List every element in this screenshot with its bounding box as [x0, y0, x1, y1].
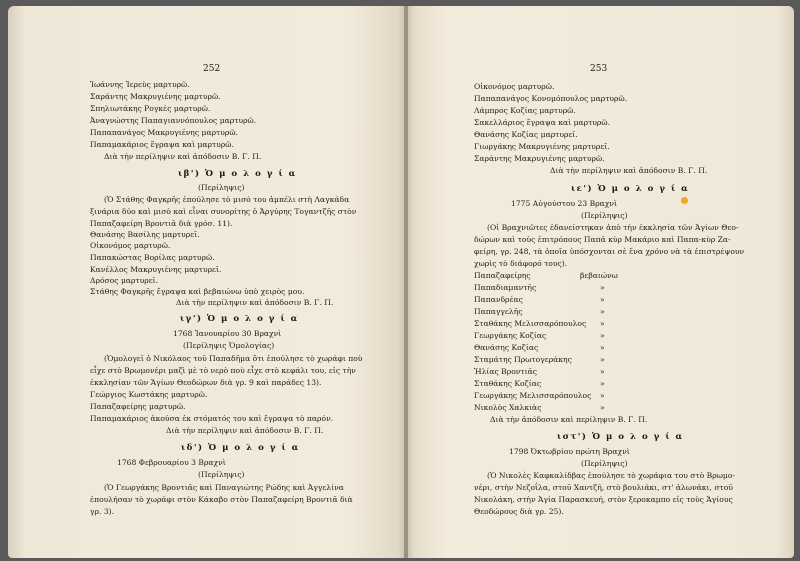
text-line: Διὰ τὴν περίληψιν καὶ ἀπόδοσιν Β. Γ. Π.	[166, 426, 324, 435]
text-line: Διὰ τὴν περίληψιν καὶ ἀπόδοσιν Β. Γ. Π.	[176, 298, 334, 307]
text-line: Σαράντης Μακρυγιένης μαρτυρῶ.	[474, 154, 605, 163]
witness-name: Σταθάκης Μελισσαρόπουλος	[474, 319, 587, 328]
text-line: Θανάσης Βασίλης μαρτυρεῖ.	[90, 230, 200, 239]
section-heading: ιε') Ὁ μ ο λ ο γ ί α	[571, 184, 690, 194]
witness-name: Θανάσης Κοζίας	[474, 343, 539, 352]
witness-name: Γεωργάκης Μελισσαρόπουλος	[474, 391, 592, 400]
text-line: ξινάρια δύο καὶ μισὸ καὶ εἶναι συνορίτης ὁ Ἀργύρης Τογαντζῆς στὸν	[90, 207, 357, 216]
section-date: 1775 Αὐγούστου 23 Βραχνὶ	[511, 199, 617, 208]
text-line: Οἰκονόμος μαρτυρῶ.	[474, 82, 555, 91]
text-line: Νικολάκη, στὴν Ἁγία Παρασκευή, στὸν ξεροκαμπο εἰς τοὺς Ἁγίους	[474, 495, 733, 504]
text-line: ἐπουλήσαν τὸ χωράφι στὸν Κάκαβο στὸν Παπαζαφείρη Βροντιᾶ διὰ	[90, 495, 353, 504]
text-line: Ἰωάννης Ἱερεὺς μαρτυρῶ.	[90, 80, 190, 89]
text-line: Παπαζαφείρη Βροντιᾶ διὰ γρόσ. 11).	[90, 219, 233, 228]
witness-name: Σταθάκης Κοζίας	[474, 379, 542, 388]
text-line: γρ. 3).	[90, 507, 115, 516]
witness-name: Παπαζαφείρης	[474, 271, 531, 280]
section-date: 1768 Ἰανουαρίου 30 Βραχνὶ	[173, 329, 282, 338]
section-date: 1798 Ὀκτωβρίου πρώτη Βραχνὶ	[509, 447, 630, 456]
text-line: Παπαμακάριος ἀκούσα ἐκ στόματός του καὶ ἔγραψα τὸ παρόν.	[90, 414, 334, 423]
text-line: Δρόσος μαρτυρεῖ.	[90, 276, 159, 285]
book-gutter	[404, 6, 408, 558]
section-heading: ιβ') Ὁ μ ο λ ο γ ί α	[178, 169, 297, 179]
witness-mark: »	[600, 391, 605, 400]
section-heading: ιδ') Ὁ μ ο λ ο γ ί α	[181, 443, 300, 453]
page-number-left: 252	[203, 64, 221, 74]
text-line: Παπακώστας Βορίλας μαρτυρῶ.	[90, 253, 215, 262]
text-line: Θανάσης Κοζίας μαρτυρεῖ.	[474, 130, 578, 139]
witness-mark: »	[600, 355, 605, 364]
witness-name: Ἠλίας Βροντιᾶς	[474, 367, 537, 376]
text-line: δώρων καὶ τοὺς ἐπιτρόπους Παπᾶ κὺρ Μακάριο καὶ Παπα-κὺρ Ζα-	[474, 235, 731, 244]
witness-name: Γεωργάκης Κοζίας	[474, 331, 547, 340]
witness-name: Νικολὸς Χαλκιὰς	[474, 403, 542, 412]
orange-mark	[681, 197, 688, 204]
text-line: Παπαπανάγος Κονομόπουλος μαρτυρῶ.	[474, 94, 628, 103]
witness-mark: »	[600, 295, 605, 304]
section-heading: ιστ') Ὁ μ ο λ ο γ ί α	[557, 432, 684, 442]
section-subheading: (Περίληψις)	[198, 183, 245, 192]
witness-mark: »	[600, 319, 605, 328]
text-line: Ἀναγνώστης Παπαγιαννόπουλος μαρτυρῶ.	[90, 116, 257, 125]
text-line: Διὰ τὴν ἀπόδοσιν καὶ περίληψιν Β. Γ. Π.	[490, 415, 648, 424]
witness-name: Σταμάτης Πρωτογεράκης	[474, 355, 572, 364]
text-line: φείρη, γρ. 248, τὰ ὁποῖα ὑπόσχονται σὲ ἕνα χρόνο νὰ τὰ ἐπιστρέψουν	[474, 247, 745, 256]
witness-name: Παπαγγελῆς	[474, 307, 523, 316]
text-line: ἐκκλησίαν τῶν Ἁγίων Θεοδώρων διὰ γρ. 9 καὶ παράδες 13).	[90, 378, 322, 387]
page-number-right: 253	[590, 64, 608, 74]
text-line: Λάμπρος Κοζίας μαρτυρῶ.	[474, 106, 576, 115]
text-line: Θεοδώρους διὰ γρ. 25).	[474, 507, 564, 516]
witness-name: Παπαδιαμαντῆς	[474, 283, 537, 292]
text-line: Διὰ τὴν περίληψιν καὶ ἀπόδοσιν Β. Γ. Π.	[104, 152, 262, 161]
text-line: χωρὶς τὸ διάφορό τους).	[474, 259, 568, 268]
section-subheading: (Περίληψις)	[581, 459, 628, 468]
witness-mark: »	[600, 283, 605, 292]
section-subheading: (Περίληψις)	[581, 211, 628, 220]
witness-mark: »	[600, 379, 605, 388]
text-line: Στάθης Φαγκρῆς ἔγραψα καὶ βεβαιώνω ὑπὸ χειρὸς μου.	[90, 287, 305, 296]
witness-mark: »	[600, 367, 605, 376]
text-line: Οἰκονόμος μαρτυρῶ.	[90, 241, 171, 250]
text-line: Παπαμακάριος ἔγραψα καὶ μαρτυρῶ.	[90, 140, 234, 149]
witness-name: Παπανδρέας	[474, 295, 523, 304]
text-line: Παπαπανάγος Μακρυγιένης μαρτυρῶ.	[90, 128, 238, 137]
text-line: (Ὁ Γεωργάκης Βροντιᾶς καὶ Παναγιώτης Ρώδης καὶ Ἀγγελίνα	[104, 483, 344, 492]
witness-mark: »	[600, 403, 605, 412]
text-line: Σαράντης Μακρυγιένης μαρτυρῶ.	[90, 92, 221, 101]
witness-mark: »	[600, 331, 605, 340]
text-line: Κανέλλος Μακρυγιένης μαρτυρεῖ.	[90, 265, 222, 274]
text-line: (Οἱ Βραχνιῶτες ἐδανείστηκαν ἀπὸ τὴν ἐκκλησία τῶν Ἁγίων Θεο-	[487, 223, 739, 232]
text-line: Σπηλιωτάκης Ρογκὲς μαρτυρῶ.	[90, 104, 211, 113]
text-line: (Ὁ Στάθης Φαγκρῆς ἐπούλησε τὸ μισό του ἀμπέλι στὴ Λαγκάδα	[104, 195, 350, 204]
text-line: εἶχε στὸ Βρωμονέρι μαζὶ μὲ τὸ νερὸ ποὺ εἶχε στὸ κεφάλι του, εἰς τὴν	[90, 366, 356, 375]
section-subheading: (Περίληψις Ὁμολογίας)	[183, 341, 275, 350]
text-line: (Ὁ Νικολὲς Καφκαλίδβας ἐπούλησε τὸ χωράφια του στὸ Βρωμο-	[487, 471, 735, 480]
text-line: Γεώργιος Κωστάκης μαρτυρῶ.	[90, 390, 208, 399]
section-subheading: (Περίληψις)	[198, 470, 245, 479]
witness-mark: βεβαιώνω	[580, 271, 618, 280]
text-line: (Ὁμολογεῖ ὁ Νικόλαος τοῦ Παπαδῆμα ὅτι ἐπούλησε τὸ χωράφι ποὺ	[104, 354, 363, 363]
witness-mark: »	[600, 343, 605, 352]
text-line: Γιωργάκης Μακρυγιένης μαρτυρεῖ.	[474, 142, 610, 151]
text-line: Σακελλάριος ἔγραψα καὶ μαρτυρῶ.	[474, 118, 610, 127]
text-line: Διὰ τὴν περίληψιν καὶ ἀπόδοσιν Β. Γ. Π.	[550, 166, 708, 175]
section-date: 1768 Φεβρουαρίου 3 Βραχνὶ	[117, 458, 226, 467]
section-heading: ιγ') Ὁ μ ο λ ο γ ί α	[180, 314, 299, 324]
witness-mark: »	[600, 307, 605, 316]
text-line: νέρι, στὴν Νεζοΐλα, στοῦ Χαντζῆ, στὸ βουλιάκι, στ' ἀλωνάκι, στοῦ	[474, 483, 733, 492]
text-line: Παπαζαφείρης μαρτυρῶ.	[90, 402, 186, 411]
